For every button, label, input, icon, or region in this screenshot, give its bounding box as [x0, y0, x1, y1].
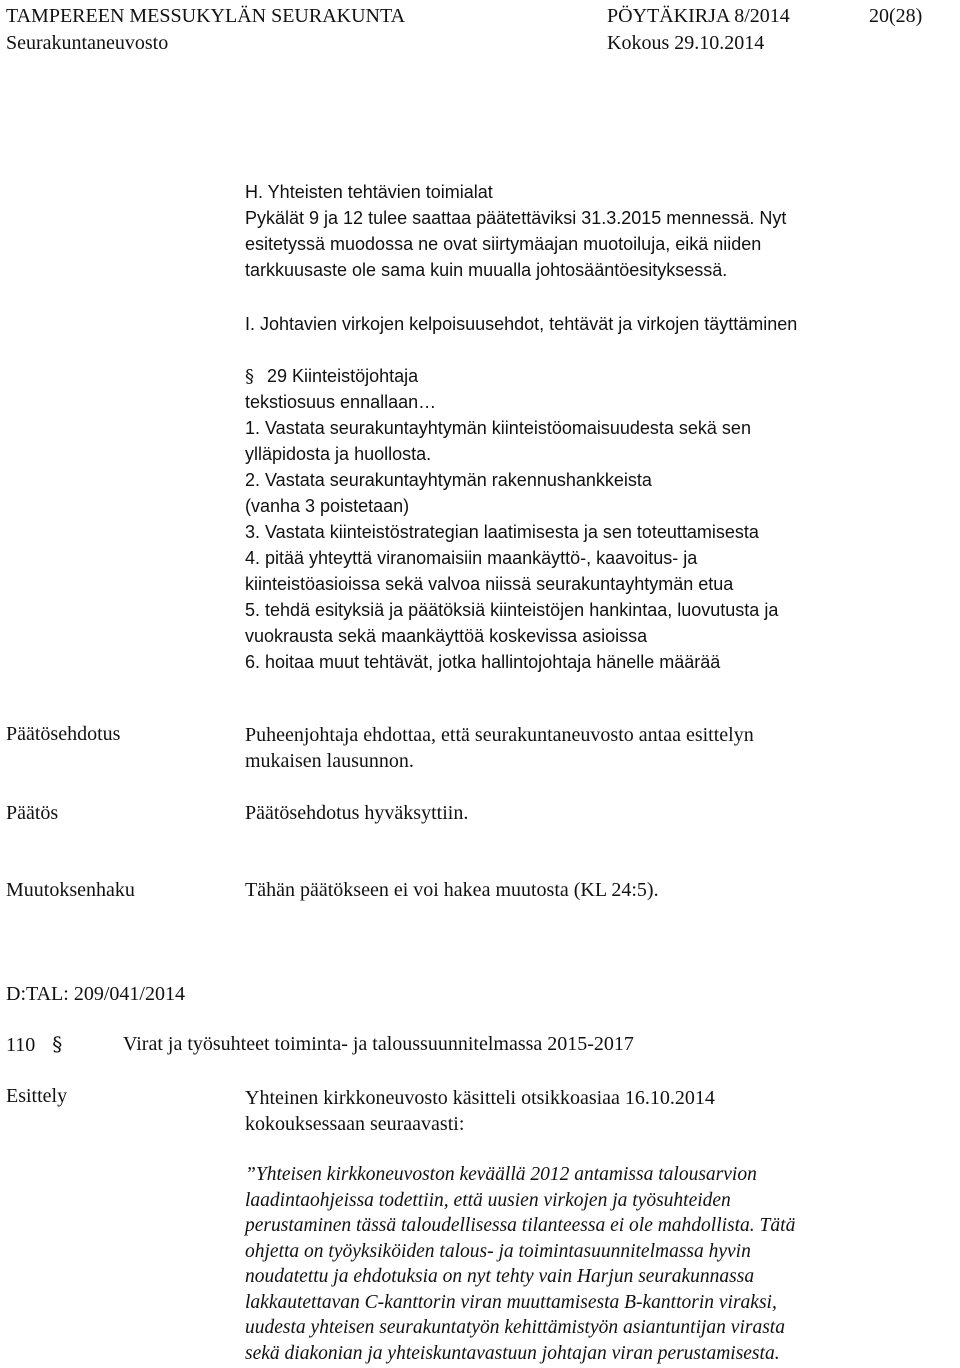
- intro-text: [245, 1085, 715, 1137]
- section-i-title: I. Johtavien virkojen kelpoisuusehdot, tehtävät ja virkojen täyttäminen: [245, 314, 798, 334]
- quote-line: sekä diakonian ja yhteiskuntavastuun johtajan viran perustamisesta.: [245, 1342, 780, 1364]
- section-h-line: Pykälät 9 ja 12 tulee saattaa päätettäviksi 31.3.2015 mennessä. Nyt: [245, 208, 787, 228]
- quote-line: ohjetta on työyksiköiden talous- ja toimintasuunnitelmassa hyvin: [245, 1240, 751, 1262]
- proposal-label: Päätösehdotus: [6, 723, 121, 745]
- item-number: 110: [6, 1034, 36, 1056]
- appeal-label: Muutoksenhaku: [6, 879, 135, 901]
- document-reference: D:TAL: 209/041/2014: [6, 983, 185, 1005]
- section-i-line: 3. Vastata kiinteistöstrategian laatimisesta ja sen toteuttamisesta: [245, 522, 759, 542]
- header-organization: TAMPEREEN MESSUKYLÄN SEURAKUNTA: [6, 5, 406, 27]
- section-i-heading-row: [245, 363, 418, 390]
- section-i-line: 2. Vastata seurakuntayhtymän rakennushankkeista: [245, 470, 652, 490]
- section-i-line: (vanha 3 poistetaan): [245, 496, 410, 516]
- intro-line: Yhteinen kirkkoneuvosto käsitteli otsikkoasiaa 16.10.2014: [245, 1087, 715, 1109]
- quote-line: uudesta yhteisen seurakuntatyön kehittämistyön asiantuntijan virasta: [245, 1317, 785, 1338]
- section-i-body: [245, 389, 778, 675]
- section-i-line: vuokrausta sekä maankäyttöä koskevissa asioissa: [245, 626, 648, 646]
- header-body: Seurakuntaneuvosto: [6, 32, 169, 54]
- item-title: Virat ja työsuhteet toiminta- ja taloussuunnitelmassa 2015-2017: [123, 1033, 634, 1055]
- quote-line: ”Yhteisen kirkkoneuvoston keväällä 2012 antamissa talousarvion: [245, 1164, 757, 1185]
- quote-line: perustaminen tässä taloudellisessa tilanteessa ei ole mahdollista. Tätä: [245, 1215, 796, 1236]
- header-meeting-date: Kokous 29.10.2014: [607, 32, 765, 54]
- proposal-line: Puheenjohtaja ehdottaa, että seurakuntaneuvosto antaa esittelyn: [245, 724, 754, 746]
- intro-label: Esittely: [6, 1085, 68, 1107]
- section-h-line: tarkkuusaste ole sama kuin muualla johtosääntöesityksessä.: [245, 260, 728, 280]
- intro-line: kokouksessaan seuraavasti:: [245, 1113, 465, 1135]
- section-h-title: H. Yhteisten tehtävien toimialat: [245, 182, 493, 202]
- quoted-decision: [245, 1162, 795, 1366]
- section-i-heading: 29 Kiinteistöjohtaja: [267, 366, 419, 386]
- section-i-line: tekstiosuus ennallaan…: [245, 392, 437, 412]
- proposal-line: mukaisen lausunnon.: [245, 750, 414, 772]
- section-i-line: 6. hoitaa muut tehtävät, jotka hallintojohtaja hänelle määrää: [245, 652, 721, 672]
- section-sign: §: [245, 366, 254, 387]
- section-i-line: 5. tehdä esityksiä ja päätöksiä kiinteistöjen hankintaa, luovutusta ja: [245, 600, 779, 620]
- section-sign: §: [52, 1032, 63, 1056]
- decision-text: Päätösehdotus hyväksyttiin.: [245, 802, 469, 824]
- quote-line: laadintaohjeissa todettiin, että uusien virkojen ja työsuhteiden: [245, 1189, 731, 1211]
- section-i-line: kiinteistöasioissa sekä valvoa niissä seurakuntayhtymän etua: [245, 574, 734, 594]
- item-number-row: [6, 1033, 62, 1056]
- appeal-text: Tähän päätökseen ei voi hakea muutosta (KL 24:5).: [245, 879, 659, 901]
- header-page-number: 20(28): [869, 5, 923, 27]
- quote-line: lakkautettavan C-kanttorin viran muuttamisesta B-kanttorin viraksi,: [245, 1291, 777, 1313]
- decision-label: Päätös: [6, 802, 59, 824]
- section-h-line: esitetyssä muodossa ne ovat siirtymäajan muotoiluja, eikä niiden: [245, 234, 762, 254]
- section-i-line: 4. pitää yhteyttä viranomaisiin maankäyttö-, kaavoitus- ja: [245, 548, 698, 568]
- section-h-body: [245, 205, 786, 283]
- proposal-text: [245, 722, 754, 774]
- section-i-line: 1. Vastata seurakuntayhtymän kiinteistöomaisuudesta sekä sen: [245, 418, 751, 438]
- header-document: PÖYTÄKIRJA 8/2014: [607, 5, 790, 27]
- quote-line: noudatettu ja ehdotuksia on nyt tehty vain Harjun seurakunnassa: [245, 1266, 755, 1287]
- section-i-line: ylläpidosta ja huollosta.: [245, 444, 432, 464]
